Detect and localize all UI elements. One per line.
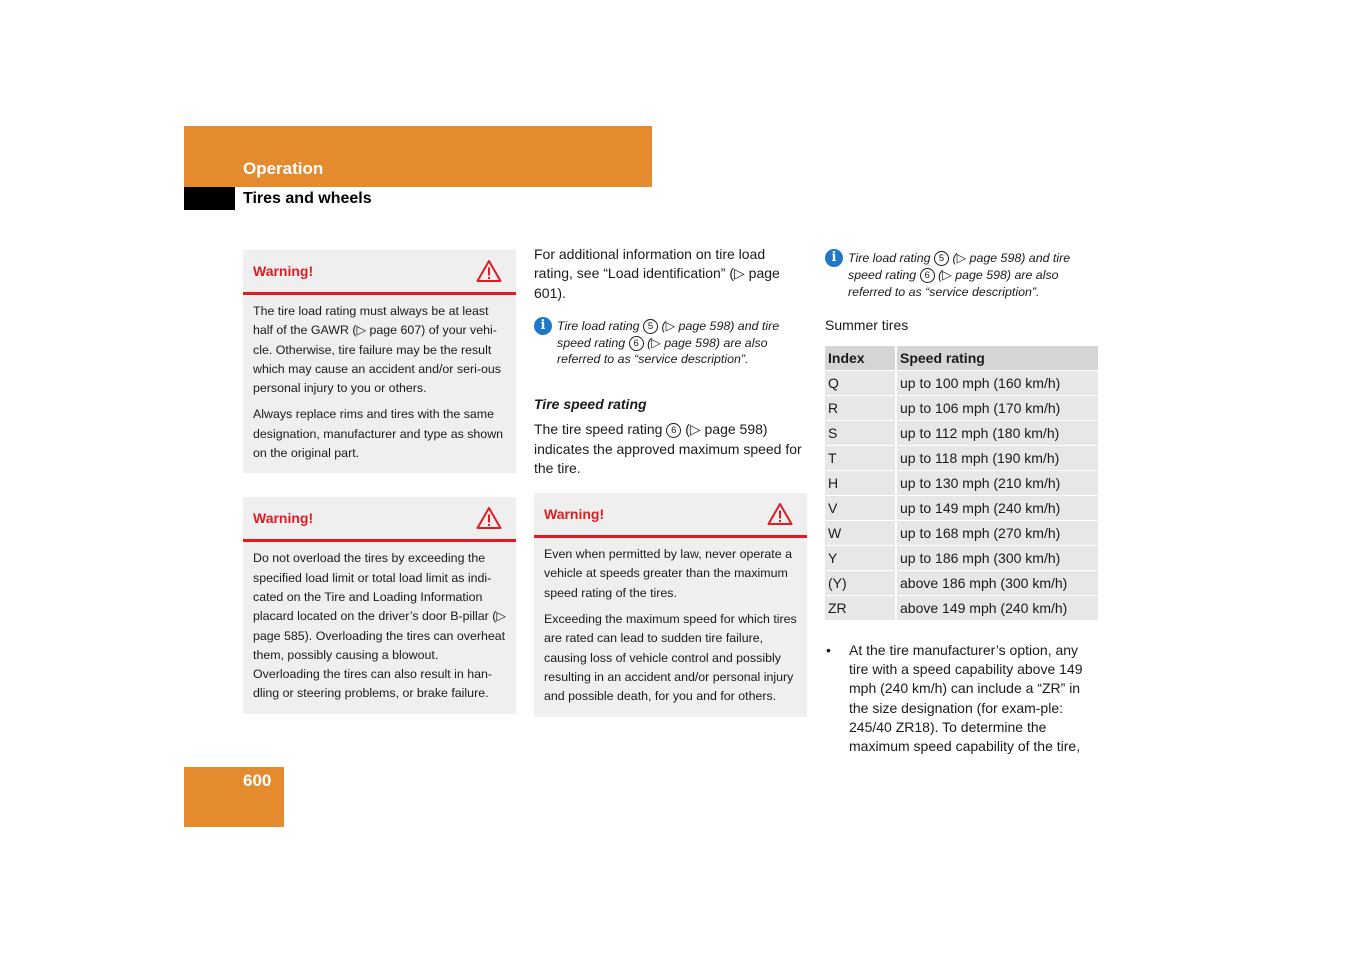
page-number: 600 (243, 771, 272, 790)
index-cell: ZR (825, 596, 897, 621)
warning-paragraph: Always replace rims and tires with the same designation, manufacturer and type as shown on the original part. (253, 407, 504, 461)
speed-rating-cell: up to 118 mph (190 km/h) (897, 446, 1098, 471)
info-text-part: (▷ page 598) and tire speed rating (557, 318, 780, 350)
warning-paragraph: The tire load rating must always be at least half of the GAWR (▷ page 607) of your vehi-cle. Otherwise, tire failure may be the result which may cause an accident and/or seri-ous personal injury to you or others. (253, 304, 501, 396)
speed-rating-paragraph (534, 420, 807, 478)
warning-label: Warning! (253, 263, 314, 279)
speed-rating-cell: up to 130 mph (210 km/h) (897, 471, 1098, 496)
index-cell: Q (825, 371, 897, 396)
info-text-part: Tire load rating (557, 318, 640, 333)
warning-box (243, 497, 516, 713)
warning-box (534, 493, 807, 716)
callout-number: 5 (643, 319, 658, 334)
bullet-text: At the tire manufacturer’s option, any tire with a speed capability above 149 mph (240 km/h) can include a “ZR” in the size designation (for exam-ple: 245/40 ZR18). To determine the maximum speed capability of the tire, (849, 641, 1083, 755)
subsection-title: Tires and wheels (243, 190, 372, 207)
index-cell: V (825, 496, 897, 521)
column-left (243, 245, 516, 738)
speed-rating-cell: up to 149 mph (240 km/h) (897, 496, 1098, 521)
speed-rating-cell: up to 168 mph (270 km/h) (897, 521, 1098, 546)
section-title: Operation (243, 159, 324, 178)
table-row (825, 571, 1098, 596)
callout-number: 6 (629, 336, 644, 351)
callout-number: 5 (934, 251, 949, 266)
info-text-part: (▷ page 598) are also referred to as “service description”. (557, 335, 768, 367)
speed-rating-cell: above 186 mph (300 km/h) (897, 571, 1098, 596)
index-cell: W (825, 521, 897, 546)
info-text-part: Tire load rating (848, 251, 931, 265)
column-middle (534, 245, 807, 741)
speed-rating-cell: above 149 mph (240 km/h) (897, 596, 1098, 621)
warning-paragraph: Even when permitted by law, never operate a vehicle at speeds greater than the maximum speed rating of the tires. (544, 547, 792, 600)
index-cell: (Y) (825, 571, 897, 596)
table-row (825, 421, 1098, 446)
table-row (825, 371, 1098, 396)
info-text-part: (▷ page 598) and tire speed rating (848, 251, 1071, 282)
warning-body (243, 542, 516, 713)
column-header: Index (825, 346, 897, 371)
speed-rating-cell: up to 112 mph (180 km/h) (897, 421, 1098, 446)
warning-body (534, 538, 807, 716)
table-row (825, 596, 1098, 621)
info-note (825, 250, 1098, 300)
index-cell: Y (825, 546, 897, 571)
warning-triangle-icon (767, 502, 793, 526)
warning-triangle-icon (476, 506, 502, 530)
info-text (557, 318, 807, 368)
table-header-row (825, 346, 1098, 371)
warning-header (243, 497, 516, 542)
speed-rating-cell: up to 100 mph (160 km/h) (897, 371, 1098, 396)
header-marker (184, 187, 235, 210)
warning-header (243, 250, 516, 295)
paragraph-part: (▷ page 598) indicates the approved maximum speed for the tire. (534, 421, 802, 476)
warning-label: Warning! (253, 510, 314, 527)
table-row (825, 471, 1098, 496)
table-caption: Summer tires (825, 317, 909, 334)
warning-triangle-icon (476, 259, 502, 283)
intro-paragraph: For additional information on tire load rating, see “Load identification” (▷ page 601). (534, 246, 780, 301)
speed-rating-table (825, 346, 1098, 621)
warning-label: Warning! (544, 506, 605, 523)
bullet-icon: • (826, 641, 831, 658)
index-cell: H (825, 471, 897, 496)
callout-number: 6 (920, 268, 935, 283)
index-cell: R (825, 396, 897, 421)
list-item (825, 641, 1098, 757)
table-row (825, 546, 1098, 571)
paragraph-part: The tire speed rating (534, 421, 663, 438)
index-cell: S (825, 421, 897, 446)
subheading: Tire speed rating (534, 396, 647, 413)
warning-paragraph: Do not overload the tires by exceeding the specified load limit or total load limit as indi-cated on the Tire and Loading Information placard located on the driver’s door B-pillar (▷ page 585). Overloading the tires can overheat them, possibly causing a blowout. Overloading the tires can also result in han-dling or steering problems, or brake failure. (253, 551, 506, 701)
index-cell: T (825, 446, 897, 471)
speed-rating-cell: up to 106 mph (170 km/h) (897, 396, 1098, 421)
speed-rating-cell: up to 186 mph (300 km/h) (897, 546, 1098, 571)
warning-header (534, 493, 807, 538)
warning-body (243, 295, 516, 473)
info-text (848, 250, 1098, 300)
table-row (825, 396, 1098, 421)
callout-number: 6 (666, 423, 681, 438)
table-row (825, 496, 1098, 521)
info-note (534, 318, 807, 368)
table-row (825, 521, 1098, 546)
info-icon: i (825, 249, 843, 267)
info-icon: i (534, 317, 552, 335)
column-right (825, 245, 1098, 756)
table-row (825, 446, 1098, 471)
warning-paragraph: Exceeding the maximum speed for which tires are rated can lead to sudden tire failure, causing loss of vehicle control and possibly resulting in an accident and/or personal injury and possible death, for you and for others. (544, 612, 797, 704)
info-text-part: (▷ page 598) are also referred to as “service description”. (848, 267, 1059, 299)
warning-box (243, 250, 516, 473)
column-header: Speed rating (897, 346, 1098, 371)
